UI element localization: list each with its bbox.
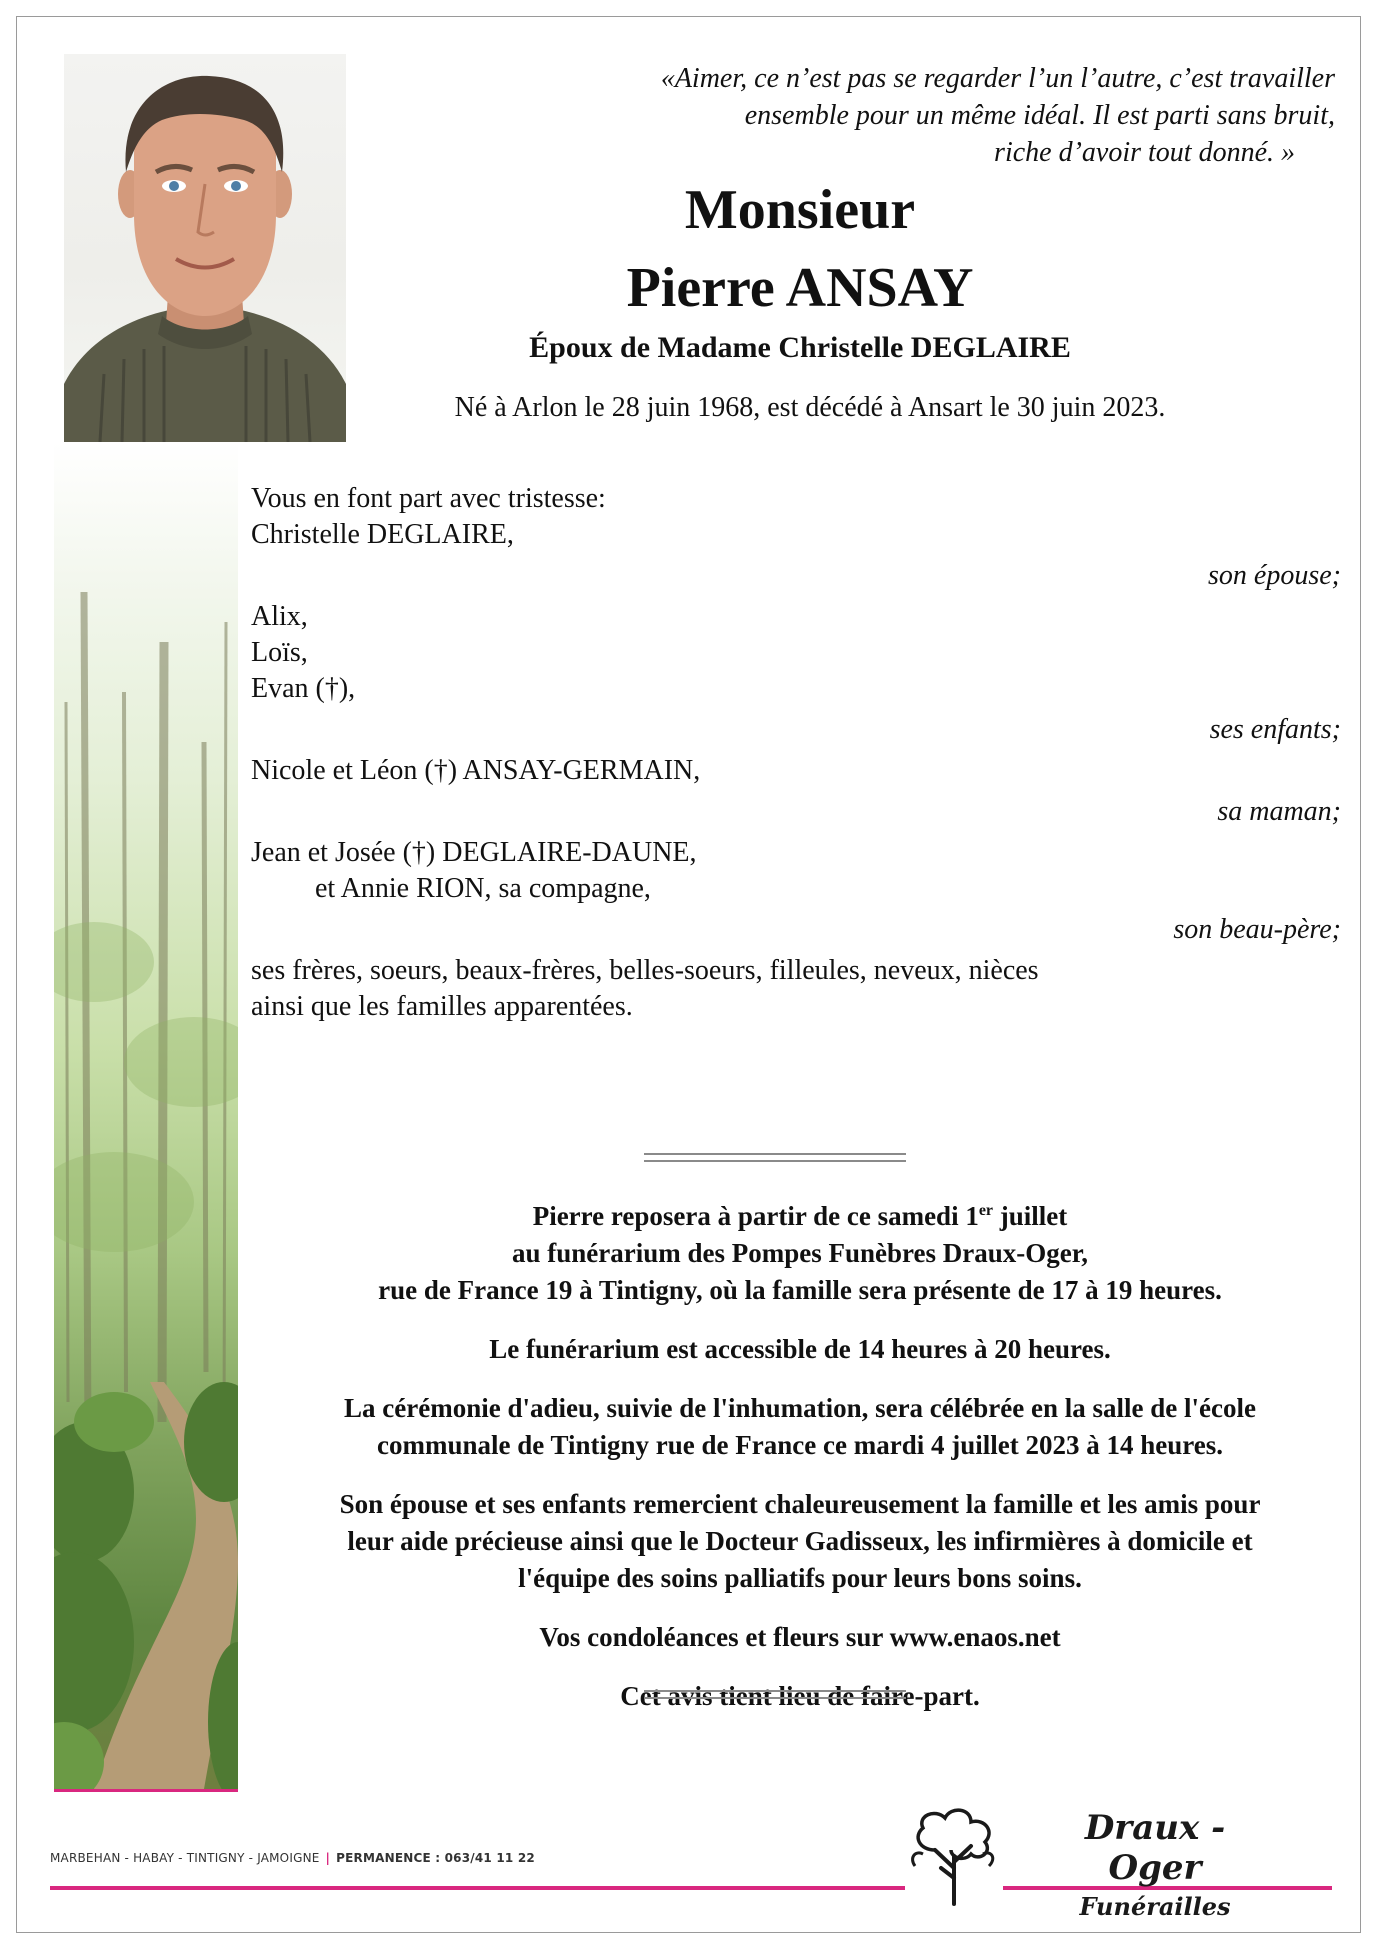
company-tagline: Funérailles bbox=[1071, 1892, 1238, 1922]
family-announcement bbox=[251, 481, 1341, 1025]
family-intro: Vous en font part avec tristesse: bbox=[251, 483, 606, 514]
deceased-name: Pierre ANSAY bbox=[626, 257, 974, 319]
info-repose-line: au funérarium des Pompes Funèbres Draux-Oger, bbox=[512, 1238, 1088, 1268]
family-name: Loïs, bbox=[251, 637, 308, 668]
family-name: Jean et Josée (†) DEGLAIRE-DAUNE, bbox=[251, 837, 697, 868]
portrait-photo bbox=[64, 54, 346, 442]
family-relation: sa maman; bbox=[1217, 796, 1341, 827]
quote-line: riche d’avoir tout donné. » bbox=[994, 137, 1295, 168]
family-name: Alix, bbox=[251, 601, 308, 632]
family-relation: son épouse; bbox=[1208, 560, 1341, 591]
family-name: Christelle DEGLAIRE, bbox=[251, 519, 514, 550]
info-thanks-line: Son épouse et ses enfants remercient chaleureusement la famille et les amis pour bbox=[339, 1489, 1261, 1519]
company-name: Draux - Oger bbox=[1084, 1808, 1226, 1888]
family-relation: ses enfants; bbox=[1209, 714, 1341, 745]
info-thanks bbox=[240, 1486, 1360, 1597]
info-repose-line: juillet bbox=[993, 1201, 1068, 1231]
info-ceremony-line: communale de Tintigny rue de France ce mardi 4 juillet 2023 à 14 heures. bbox=[377, 1430, 1223, 1460]
family-relation: son beau-père; bbox=[1173, 914, 1341, 945]
info-repose-line: rue de France 19 à Tintigny, où la famille sera présente de 17 à 19 heures. bbox=[378, 1275, 1222, 1305]
company-logo bbox=[1040, 1808, 1270, 1922]
info-hours: Le funérarium est accessible de 14 heures à 20 heures. bbox=[489, 1334, 1111, 1364]
family-name: Nicole et Léon (†) ANSAY-GERMAIN, bbox=[251, 755, 701, 786]
funeral-information bbox=[240, 1192, 1360, 1737]
footer-contact bbox=[50, 1851, 535, 1865]
birth-death-line: Né à Arlon le 28 juin 1968, est décédé à Ansart le 30 juin 2023. bbox=[454, 392, 1166, 423]
family-closing: ainsi que les familles apparentées. bbox=[251, 991, 633, 1022]
info-notice: Cet avis tient lieu de faire-part. bbox=[620, 1681, 980, 1711]
info-thanks-line: leur aide précieuse ainsi que le Docteur Gadisseux, les infirmières à domicile et bbox=[347, 1526, 1253, 1556]
honorific-title: Monsieur bbox=[684, 179, 916, 241]
info-thanks-line: l'équipe des soins palliatifs pour leurs bons soins. bbox=[518, 1563, 1082, 1593]
footer-permanence: PERMANENCE : 063/41 11 22 bbox=[336, 1851, 535, 1865]
info-repose bbox=[240, 1192, 1360, 1309]
info-ceremony bbox=[240, 1390, 1360, 1464]
family-name: Evan (†), bbox=[251, 673, 356, 704]
portrait-illustration bbox=[64, 54, 346, 442]
family-closing: ses frères, soeurs, beaux-frères, belles-soeurs, filleules, neveux, nièces bbox=[251, 955, 1039, 986]
tree-logo-icon bbox=[905, 1806, 1003, 1906]
quote-line: ensemble pour un même idéal. Il est parti sans bruit, bbox=[744, 100, 1335, 131]
divider-top bbox=[644, 1153, 906, 1162]
spouse-line: Époux de Madame Christelle DEGLAIRE bbox=[529, 331, 1071, 364]
forest-path-image bbox=[54, 442, 238, 1789]
info-condolences: Vos condoléances et fleurs sur www.enaos.net bbox=[539, 1622, 1061, 1652]
epigraph-quote bbox=[470, 60, 1335, 171]
quote-line: «Aimer, ce n’est pas se regarder l’un l’autre, c’est travailler bbox=[660, 63, 1335, 94]
info-ceremony-line: La cérémonie d'adieu, suivie de l'inhumation, sera célébrée en la salle de l'école bbox=[344, 1393, 1256, 1423]
forest-illustration bbox=[54, 442, 238, 1789]
footer-locations: MARBEHAN - HABAY - TINTIGNY - JAMOIGNE bbox=[50, 1851, 320, 1865]
ordinal-superscript: er bbox=[978, 1202, 994, 1219]
family-name: et Annie RION, sa compagne, bbox=[315, 873, 651, 904]
accent-rule-left bbox=[54, 1789, 238, 1792]
divider-bottom bbox=[644, 1690, 906, 1699]
footer-separator: | bbox=[325, 1851, 331, 1865]
info-repose-line: Pierre reposera à partir de ce samedi 1 bbox=[532, 1201, 979, 1231]
